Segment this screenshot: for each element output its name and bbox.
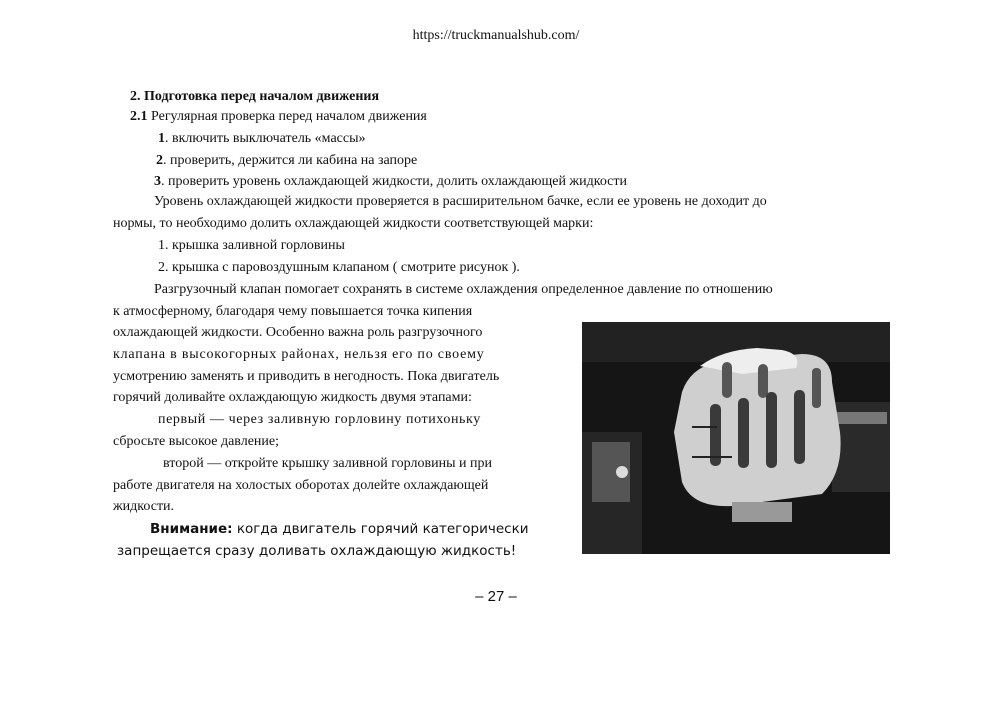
subsection-heading bbox=[130, 109, 427, 125]
paragraph-line: работе двигателя на холостых оборотах долейте охлаждающей bbox=[113, 478, 489, 493]
cap-item: 1. крышка заливной горловины bbox=[158, 238, 345, 253]
check-item bbox=[158, 131, 366, 147]
subsection-number: 2.1 bbox=[130, 109, 148, 124]
paragraph-line: к атмосферному, благодаря чему повышается точка кипения bbox=[113, 304, 473, 319]
paragraph-line: охлаждающей жидкости. Особенно важна роль разгрузочного bbox=[113, 325, 483, 340]
check-item bbox=[154, 174, 627, 190]
check-number: 2 bbox=[156, 153, 163, 168]
warning-line: запрещается сразу доливать охлаждающую жидкость! bbox=[117, 543, 517, 559]
paragraph-line: усмотрению заменять и приводить в негодность. Пока двигатель bbox=[113, 369, 500, 384]
check-number: 3 bbox=[154, 174, 161, 189]
paragraph-line: первый — через заливную горловину потихоньку bbox=[158, 412, 481, 427]
warning-line bbox=[150, 521, 529, 537]
page-number: – 27 – bbox=[475, 588, 517, 605]
source-url: https://truckmanualshub.com/ bbox=[412, 28, 580, 43]
section-heading: 2. Подготовка перед началом движения bbox=[130, 89, 380, 104]
check-item bbox=[156, 153, 417, 169]
paragraph-line: клапана в высокогорных районах, нельзя его по своему bbox=[113, 347, 485, 362]
check-text: . включить выключатель «массы» bbox=[165, 131, 366, 146]
paragraph-line: жидкости. bbox=[113, 499, 175, 514]
expansion-tank-illustration bbox=[582, 322, 890, 554]
paragraph-line: Разгрузочный клапан помогает сохранять в системе охлаждения определенное давление по отношению bbox=[154, 282, 773, 297]
cap-item: 2. крышка с паровоздушным клапаном ( смотрите рисунок ). bbox=[158, 260, 520, 275]
paragraph-line: горячий доливайте охлаждающую жидкость двумя этапами: bbox=[113, 390, 472, 405]
paragraph-line: Уровень охлаждающей жидкости проверяется в расширительном бачке, если ее уровень не доходит до bbox=[154, 194, 767, 209]
check-number: 1 bbox=[158, 131, 165, 146]
check-text: . проверить, держится ли кабина на запоре bbox=[163, 153, 418, 168]
expansion-tank-photo bbox=[582, 322, 890, 554]
warning-label: Внимание: bbox=[150, 521, 233, 537]
subsection-title: Регулярная проверка перед началом движения bbox=[151, 109, 427, 124]
warning-text: когда двигатель горячий категорически bbox=[232, 521, 529, 537]
paragraph-line: сбросьте высокое давление; bbox=[113, 434, 280, 449]
check-text: . проверить уровень охлаждающей жидкости, долить охлаждающей жидкости bbox=[161, 174, 627, 189]
paragraph-line: второй — откройте крышку заливной горловины и при bbox=[163, 456, 492, 471]
paragraph-line: нормы, то необходимо долить охлаждающей жидкости соответствующей марки: bbox=[113, 216, 594, 231]
